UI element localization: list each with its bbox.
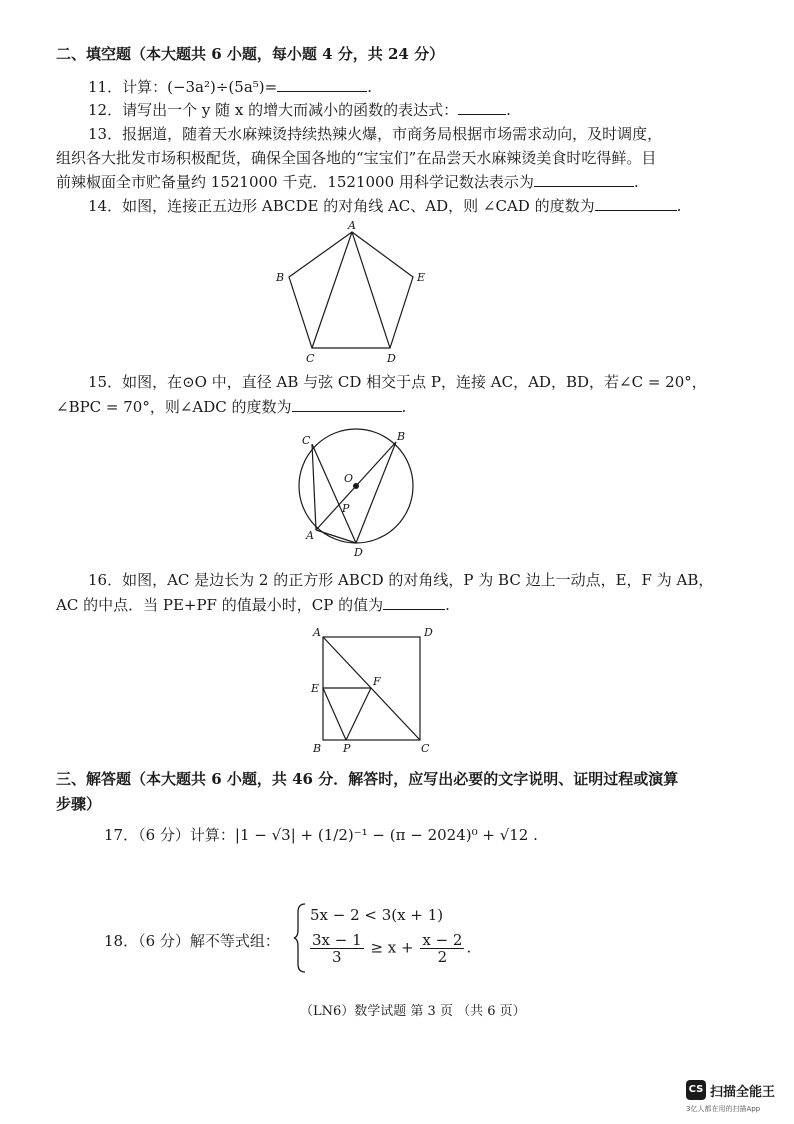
q18-fraction-2 — [420, 932, 464, 965]
q14-text: 14．如图，连接正五边形 ABCDE 的对角线 AC、AD，则 ∠CAD 的度数为 — [88, 197, 595, 215]
q18-fraction-1-numerator: 3x − 1 — [312, 931, 362, 949]
q18-inequality-2-middle: ≥ x + — [370, 938, 414, 957]
q15-period: . — [401, 398, 407, 416]
q16-line1: 16．如图，AC 是边长为 2 的正方形 ABCD 的对角线，P 为 BC 边上一动点，E，F 为 AB， — [88, 571, 714, 589]
center-point-o — [353, 483, 359, 489]
q18-label: 18．（6 分）解不等式组： — [104, 932, 280, 950]
q16-line2 — [56, 594, 450, 615]
q18-fraction-1-denominator: 3 — [332, 948, 342, 966]
pentagon-figure — [270, 220, 440, 370]
watermark-tagline: 3亿人都在用的扫描App — [686, 1105, 761, 1113]
page-footer: （LN6）数学试题 第 3 页 （共 6 页） — [300, 1004, 526, 1019]
q14-answer-blank — [595, 196, 677, 211]
square-label-e: E — [311, 682, 320, 695]
segment-ep — [323, 688, 346, 740]
square-figure — [305, 622, 445, 757]
square-label-p: P — [343, 742, 351, 755]
question-17 — [104, 824, 538, 845]
q11-text: 11．计算：(−3a²)÷(5a⁵)= — [88, 78, 278, 96]
q18-inequality-1: 5x − 2 < 3(x + 1) — [310, 906, 444, 924]
q18-inequality-2 — [308, 932, 471, 965]
diagonal-ad — [352, 232, 390, 348]
circle-label-d: D — [354, 546, 363, 559]
segment-ac — [312, 444, 316, 530]
question-14 — [88, 195, 681, 216]
q17-expression: |1 − √3| + (1/2)⁻¹ − (π − 2024)⁰ + √12 . — [234, 826, 538, 844]
circle-label-c: C — [302, 434, 311, 447]
question-11 — [88, 76, 372, 97]
square-label-c: C — [421, 742, 430, 755]
q11-answer-blank — [277, 77, 367, 92]
cs-badge-icon: CS — [686, 1080, 706, 1100]
square-label-b: B — [313, 742, 322, 755]
q15-line2-text: ∠BPC = 70°，则∠ADC 的度数为 — [56, 398, 292, 416]
square-label-f: F — [373, 675, 381, 688]
q11-period: . — [367, 78, 372, 96]
q13-line3-text: 前辣椒面全市贮备量约 1521000 千克．1521000 用科学记数法表示为 — [56, 173, 534, 191]
pentagon-label-a: A — [348, 220, 356, 232]
q18-period: . — [466, 938, 472, 957]
circle-label-o: O — [344, 472, 354, 485]
q13-line3 — [56, 171, 639, 192]
section3-heading-line2: 步骤） — [56, 795, 102, 813]
q13-line2: 组织各大批发市场积极配货，确保全国各地的“宝宝们”在品尝天水麻辣烫美食时吃得鲜。目 — [56, 149, 657, 167]
q13-line1: 13．报据道，随着天水麻辣烫持续热辣火爆，市商务局根据市场需求动向，及时调度， — [88, 125, 663, 143]
q17-label: 17．（6 分）计算： — [104, 826, 235, 844]
section2-heading: 二、填空题（本大题共 6 小题，每小题 4 分，共 24 分） — [56, 45, 445, 63]
q12-text: 12．请写出一个 y 随 x 的增大而减小的函数的表达式： — [88, 101, 459, 119]
circle-label-b: B — [397, 430, 406, 443]
pentagon-label-d: D — [387, 352, 396, 365]
circle-label-a: A — [306, 529, 314, 542]
q15-line1: 15．如图，在⊙O 中，直径 AB 与弦 CD 相交于点 P，连接 AC，AD，BD，若∠C = 20°， — [88, 373, 707, 391]
pentagon-label-c: C — [306, 352, 315, 365]
segment-bd — [356, 442, 396, 543]
pentagon-outline — [289, 232, 413, 348]
diagonal-ac — [312, 232, 352, 348]
q13-answer-blank — [534, 172, 634, 187]
q15-line2 — [56, 396, 406, 417]
square-label-a: A — [313, 626, 321, 639]
square-label-d: D — [424, 626, 433, 639]
system-brace — [293, 902, 307, 974]
section3-heading-line1: 三、解答题（本大题共 6 小题，共 46 分．解答时，应写出必要的文字说明、证明过程或演算 — [56, 770, 679, 788]
q12-answer-blank — [458, 100, 506, 115]
q18-fraction-2-denominator: 2 — [437, 948, 448, 966]
segment-fp — [346, 688, 371, 740]
q18-fraction-1 — [310, 932, 364, 965]
pentagon-label-b: B — [276, 271, 285, 284]
q13-period: . — [633, 173, 639, 191]
q16-answer-blank — [383, 595, 445, 610]
question-12 — [88, 99, 511, 120]
q18-fraction-2-numerator: x − 2 — [422, 931, 463, 949]
q16-period: . — [445, 596, 450, 614]
q15-answer-blank — [292, 397, 402, 412]
q14-period: . — [676, 197, 682, 215]
q12-period: . — [506, 101, 511, 119]
circle-label-p: P — [342, 502, 350, 515]
pentagon-label-e: E — [417, 271, 426, 284]
segment-ad — [316, 530, 356, 543]
q16-line2-text: AC 的中点．当 PE+PF 的值最小时，CP 的值为 — [56, 596, 384, 614]
circle-figure — [290, 422, 430, 562]
watermark-brand: 扫描全能王 — [710, 1085, 776, 1100]
